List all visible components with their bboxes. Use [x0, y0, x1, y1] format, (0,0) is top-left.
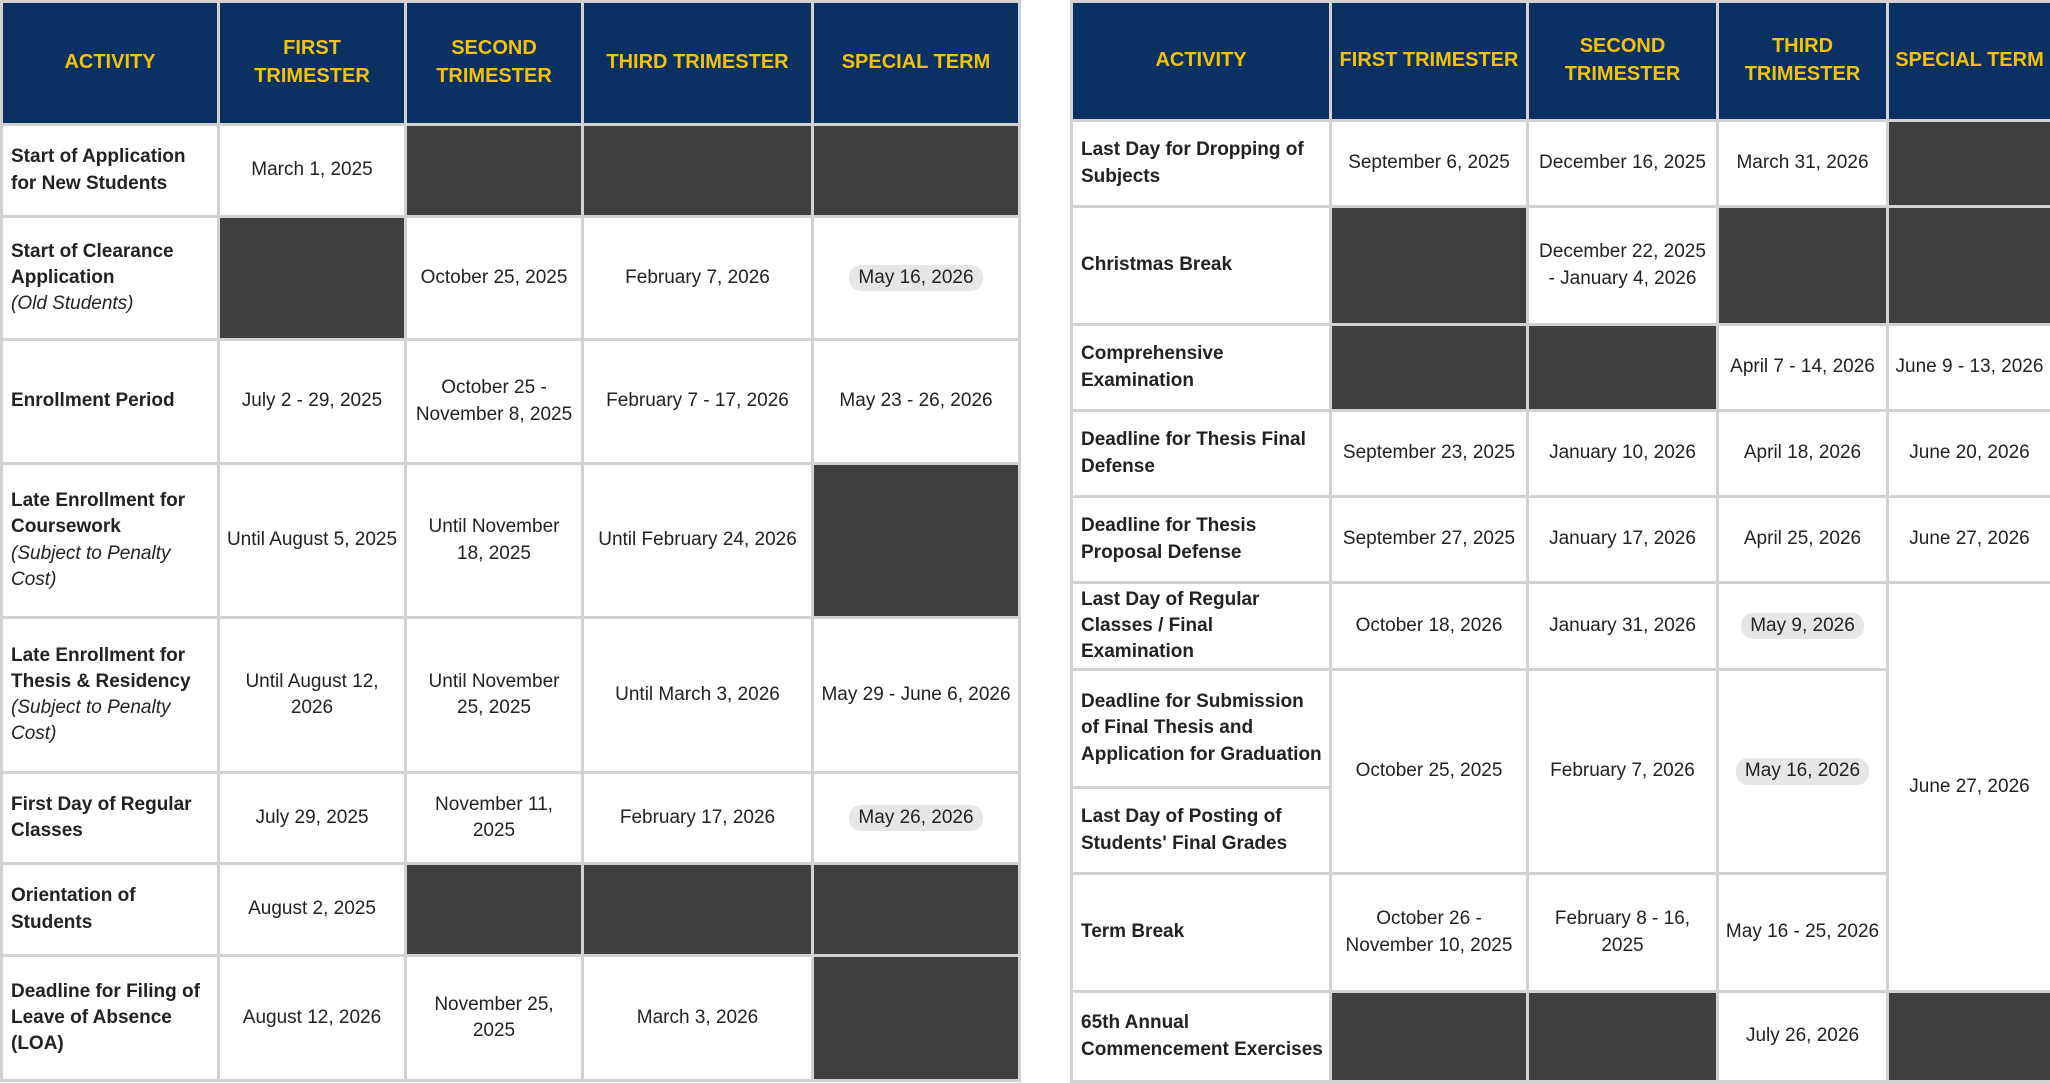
activity-cell: Last Day for Dropping of Subjects [1072, 121, 1331, 207]
blocked-cell [1331, 325, 1528, 411]
header-second-trimester: SECOND TRIMESTER [406, 2, 583, 125]
second-trimester-cell: November 11, 2025 [406, 773, 583, 864]
third-trimester-cell: April 7 - 14, 2026 [1718, 325, 1888, 411]
table-row [1072, 325, 2050, 411]
header-third-trimester: THIRD TRIMESTER [583, 2, 813, 125]
blocked-cell [813, 464, 1020, 618]
table-row [2, 864, 1020, 956]
header-row [1072, 2, 2050, 121]
table-row [2, 773, 1020, 864]
blocked-cell [1331, 992, 1528, 1082]
first-trimester-cell: October 18, 2026 [1331, 583, 1528, 670]
first-trimester-cell: Until August 5, 2025 [219, 464, 406, 618]
academic-calendar-table-left [0, 0, 1021, 1082]
activity-cell: Start of Application for New Students [2, 125, 219, 217]
header-second-trimester: SECOND TRIMESTER [1528, 2, 1718, 121]
second-trimester-merged-cell: February 7, 2026 [1528, 670, 1718, 874]
second-trimester-cell: November 25, 2025 [406, 956, 583, 1081]
activity-note: (Old Students) [11, 291, 211, 317]
first-trimester-cell: August 2, 2025 [219, 864, 406, 956]
second-trimester-cell: Until November 18, 2025 [406, 464, 583, 618]
second-trimester-cell: February 8 - 16, 2025 [1528, 874, 1718, 992]
second-trimester-cell: January 31, 2026 [1528, 583, 1718, 670]
third-trimester-cell: February 7 - 17, 2026 [583, 340, 813, 464]
header-activity: ACTIVITY [1072, 2, 1331, 121]
third-trimester-cell: March 31, 2026 [1718, 121, 1888, 207]
special-term-cell: May 29 - June 6, 2026 [813, 618, 1020, 773]
special-term-cell [813, 217, 1020, 340]
first-trimester-cell: September 6, 2025 [1331, 121, 1528, 207]
third-trimester-merged-cell [1718, 670, 1888, 874]
blocked-cell [1331, 207, 1528, 325]
activity-cell: Deadline for Thesis Final Defense [1072, 411, 1331, 497]
first-trimester-cell: Until August 12, 2026 [219, 618, 406, 773]
header-special-term: SPECIAL TERM [1888, 2, 2050, 121]
header-activity: ACTIVITY [2, 2, 219, 125]
second-trimester-cell: December 22, 2025 - January 4, 2026 [1528, 207, 1718, 325]
first-trimester-merged-cell: October 25, 2025 [1331, 670, 1528, 874]
blocked-cell [1888, 121, 2050, 207]
blocked-cell [583, 864, 813, 956]
table-row [2, 464, 1020, 618]
blocked-cell [813, 125, 1020, 217]
special-term-merged-cell: June 27, 2026 [1888, 583, 2050, 992]
activity-cell: Deadline for Filing of Leave of Absence (LOA) [2, 956, 219, 1081]
blocked-cell [1888, 207, 2050, 325]
third-trimester-cell: April 18, 2026 [1718, 411, 1888, 497]
table-row [1072, 411, 2050, 497]
blocked-cell [219, 217, 406, 340]
activity-cell: Comprehensive Examination [1072, 325, 1331, 411]
highlighted-date: May 16, 2026 [849, 265, 982, 291]
third-trimester-cell: May 16 - 25, 2026 [1718, 874, 1888, 992]
activity-cell: Term Break [1072, 874, 1331, 992]
blocked-cell [813, 864, 1020, 956]
second-trimester-cell: Until November 25, 2025 [406, 618, 583, 773]
third-trimester-cell: Until February 24, 2026 [583, 464, 813, 618]
table-row [2, 125, 1020, 217]
activity-note: (Subject to Penalty Cost) [11, 695, 211, 747]
table-row [1072, 121, 2050, 207]
first-trimester-cell: March 1, 2025 [219, 125, 406, 217]
second-trimester-cell: October 25, 2025 [406, 217, 583, 340]
first-trimester-cell: August 12, 2026 [219, 956, 406, 1081]
header-third-trimester: THIRD TRIMESTER [1718, 2, 1888, 121]
second-trimester-cell: October 25 - November 8, 2025 [406, 340, 583, 464]
blocked-cell [406, 864, 583, 956]
first-trimester-cell: October 26 - November 10, 2025 [1331, 874, 1528, 992]
activity-cell: Start of Clearance Application (Old Students) [2, 217, 219, 340]
special-term-cell [813, 773, 1020, 864]
highlighted-date: May 9, 2026 [1741, 613, 1864, 639]
header-row [2, 2, 1020, 125]
activity-cell: Orientation of Students [2, 864, 219, 956]
activity-cell: Deadline for Thesis Proposal Defense [1072, 497, 1331, 583]
third-trimester-cell: April 25, 2026 [1718, 497, 1888, 583]
activity-cell: Christmas Break [1072, 207, 1331, 325]
highlighted-date: May 26, 2026 [849, 805, 982, 831]
third-trimester-cell: July 26, 2026 [1718, 992, 1888, 1082]
activity-cell: Enrollment Period [2, 340, 219, 464]
second-trimester-cell: January 10, 2026 [1528, 411, 1718, 497]
blocked-cell [813, 956, 1020, 1081]
activity-cell: Late Enrollment for Thesis & Residency (Subject to Penalty Cost) [2, 618, 219, 773]
activity-cell: Last Day of Regular Classes / Final Examination [1072, 583, 1331, 670]
table-row [2, 618, 1020, 773]
table-row [2, 956, 1020, 1081]
table-row [1072, 497, 2050, 583]
header-first-trimester: FIRST TRIMESTER [1331, 2, 1528, 121]
blocked-cell [583, 125, 813, 217]
blocked-cell [406, 125, 583, 217]
third-trimester-cell: March 3, 2026 [583, 956, 813, 1081]
activity-cell: Last Day of Posting of Students' Final Grades [1072, 788, 1331, 874]
third-trimester-cell [1718, 583, 1888, 670]
activity-cell: Deadline for Submission of Final Thesis and Application for Graduation [1072, 670, 1331, 788]
first-trimester-cell: September 27, 2025 [1331, 497, 1528, 583]
special-term-cell: May 23 - 26, 2026 [813, 340, 1020, 464]
activity-note: (Subject to Penalty Cost) [11, 541, 211, 593]
table-row [2, 340, 1020, 464]
blocked-cell [1528, 325, 1718, 411]
blocked-cell [1718, 207, 1888, 325]
header-first-trimester: FIRST TRIMESTER [219, 2, 406, 125]
special-term-cell: June 9 - 13, 2026 [1888, 325, 2050, 411]
table-row [2, 217, 1020, 340]
activity-cell: Late Enrollment for Coursework (Subject to Penalty Cost) [2, 464, 219, 618]
table-row [1072, 207, 2050, 325]
academic-calendar-table-right [1070, 0, 2050, 1083]
highlighted-date: May 16, 2026 [1736, 758, 1869, 784]
first-trimester-cell: July 29, 2025 [219, 773, 406, 864]
first-trimester-cell: September 23, 2025 [1331, 411, 1528, 497]
activity-cell: 65th Annual Commencement Exercises [1072, 992, 1331, 1082]
first-trimester-cell: July 2 - 29, 2025 [219, 340, 406, 464]
special-term-cell: June 27, 2026 [1888, 497, 2050, 583]
second-trimester-cell: January 17, 2026 [1528, 497, 1718, 583]
header-special-term: SPECIAL TERM [813, 2, 1020, 125]
third-trimester-cell: Until March 3, 2026 [583, 618, 813, 773]
second-trimester-cell: December 16, 2025 [1528, 121, 1718, 207]
activity-cell: First Day of Regular Classes [2, 773, 219, 864]
blocked-cell [1888, 992, 2050, 1082]
table-row [1072, 583, 2050, 670]
third-trimester-cell: February 7, 2026 [583, 217, 813, 340]
special-term-cell: June 20, 2026 [1888, 411, 2050, 497]
table-row [1072, 992, 2050, 1082]
third-trimester-cell: February 17, 2026 [583, 773, 813, 864]
blocked-cell [1528, 992, 1718, 1082]
